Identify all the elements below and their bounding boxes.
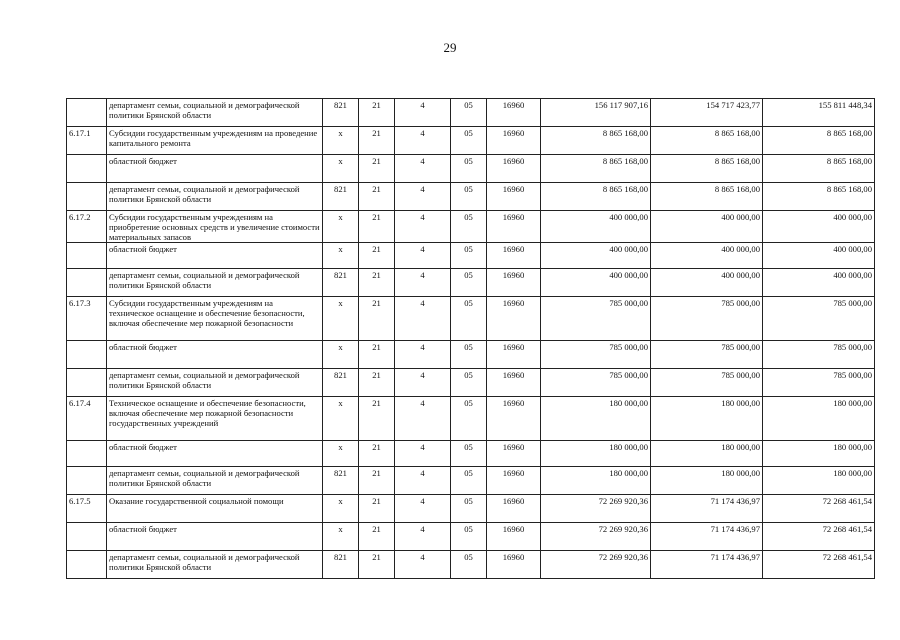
row-number-cell: 6.17.2 [67,211,107,243]
amount-year2-cell: 154 717 423,77 [651,99,763,127]
code-4-cell: 4 [395,551,451,579]
row-number-cell [67,441,107,467]
code-05-cell: 05 [451,127,487,155]
target-code-cell: 16960 [487,523,541,551]
amount-year3-cell: 180 000,00 [763,397,875,441]
target-code-cell: 16960 [487,269,541,297]
amount-year3-cell: 8 865 168,00 [763,127,875,155]
amount-year2-cell: 180 000,00 [651,397,763,441]
item-name-cell: Оказание государственной социальной помощи [107,495,323,523]
code-21-cell: 21 [359,441,395,467]
target-code-cell: 16960 [487,397,541,441]
target-code-cell: 16960 [487,495,541,523]
row-number-cell [67,467,107,495]
admin-code-cell: х [323,523,359,551]
amount-year1-cell: 180 000,00 [541,397,651,441]
amount-year1-cell: 8 865 168,00 [541,155,651,183]
code-4-cell: 4 [395,269,451,297]
admin-code-cell: х [323,441,359,467]
code-05-cell: 05 [451,99,487,127]
admin-code-cell: 821 [323,269,359,297]
admin-code-cell: 821 [323,467,359,495]
item-name-cell: департамент семьи, социальной и демографической политики Брянской области [107,369,323,397]
table-row [67,441,875,467]
code-05-cell: 05 [451,341,487,369]
code-4-cell: 4 [395,467,451,495]
amount-year3-cell: 8 865 168,00 [763,155,875,183]
amount-year2-cell: 71 174 436,97 [651,551,763,579]
amount-year2-cell: 400 000,00 [651,243,763,269]
code-4-cell: 4 [395,369,451,397]
code-21-cell: 21 [359,551,395,579]
table-row [67,297,875,341]
row-number-cell: 6.17.4 [67,397,107,441]
amount-year2-cell: 180 000,00 [651,441,763,467]
code-21-cell: 21 [359,397,395,441]
admin-code-cell: 821 [323,551,359,579]
row-number-cell [67,183,107,211]
amount-year3-cell: 785 000,00 [763,297,875,341]
admin-code-cell: х [323,297,359,341]
table-row [67,155,875,183]
target-code-cell: 16960 [487,441,541,467]
row-number-cell [67,269,107,297]
amount-year1-cell: 785 000,00 [541,297,651,341]
amount-year3-cell: 72 268 461,54 [763,523,875,551]
page-number: 29 [443,40,457,55]
row-number-cell: 6.17.3 [67,297,107,341]
amount-year1-cell: 72 269 920,36 [541,523,651,551]
amount-year2-cell: 8 865 168,00 [651,183,763,211]
code-05-cell: 05 [451,523,487,551]
code-4-cell: 4 [395,127,451,155]
row-number-cell: 6.17.5 [67,495,107,523]
table-body [67,99,875,579]
row-number-cell: 6.17.1 [67,127,107,155]
row-number-cell [67,341,107,369]
item-name-cell: областной бюджет [107,441,323,467]
amount-year2-cell: 785 000,00 [651,297,763,341]
code-05-cell: 05 [451,243,487,269]
amount-year3-cell: 72 268 461,54 [763,495,875,523]
table-row [67,269,875,297]
amount-year1-cell: 785 000,00 [541,369,651,397]
amount-year2-cell: 785 000,00 [651,369,763,397]
table-row [67,551,875,579]
amount-year2-cell: 71 174 436,97 [651,523,763,551]
item-name-cell: областной бюджет [107,155,323,183]
item-name-cell: департамент семьи, социальной и демографической политики Брянской области [107,183,323,211]
code-21-cell: 21 [359,183,395,211]
code-05-cell: 05 [451,211,487,243]
code-21-cell: 21 [359,99,395,127]
row-number-cell [67,523,107,551]
amount-year3-cell: 72 268 461,54 [763,551,875,579]
code-4-cell: 4 [395,211,451,243]
table-row [67,467,875,495]
item-name-cell: Субсидии государственным учреждениям на проведение капитального ремонта [107,127,323,155]
item-name-cell: областной бюджет [107,341,323,369]
code-05-cell: 05 [451,183,487,211]
admin-code-cell: 821 [323,99,359,127]
item-name-cell: Техническое оснащение и обеспечение безопасности, включая обеспечение мер пожарной безопасности государственных учреждений [107,397,323,441]
item-name-cell: департамент семьи, социальной и демографической политики Брянской области [107,467,323,495]
target-code-cell: 16960 [487,467,541,495]
code-05-cell: 05 [451,369,487,397]
code-4-cell: 4 [395,441,451,467]
table-row [67,495,875,523]
amount-year1-cell: 400 000,00 [541,243,651,269]
row-number-cell [67,551,107,579]
code-4-cell: 4 [395,297,451,341]
admin-code-cell: х [323,243,359,269]
code-4-cell: 4 [395,183,451,211]
code-05-cell: 05 [451,551,487,579]
code-05-cell: 05 [451,467,487,495]
table-row [67,99,875,127]
code-05-cell: 05 [451,495,487,523]
admin-code-cell: 821 [323,369,359,397]
code-21-cell: 21 [359,243,395,269]
amount-year2-cell: 180 000,00 [651,467,763,495]
item-name-cell: Субсидии государственным учреждениям на техническое оснащение и обеспечение безопасности, включая обеспечение мер пожарной безопасности [107,297,323,341]
admin-code-cell: х [323,211,359,243]
target-code-cell: 16960 [487,155,541,183]
target-code-cell: 16960 [487,183,541,211]
code-21-cell: 21 [359,211,395,243]
item-name-cell: департамент семьи, социальной и демографической политики Брянской области [107,99,323,127]
amount-year2-cell: 8 865 168,00 [651,127,763,155]
target-code-cell: 16960 [487,211,541,243]
table-row [67,243,875,269]
code-4-cell: 4 [395,397,451,441]
code-21-cell: 21 [359,155,395,183]
code-21-cell: 21 [359,467,395,495]
admin-code-cell: х [323,341,359,369]
code-4-cell: 4 [395,523,451,551]
table-row [67,183,875,211]
amount-year3-cell: 180 000,00 [763,467,875,495]
amount-year3-cell: 400 000,00 [763,211,875,243]
table-row [67,397,875,441]
item-name-cell: областной бюджет [107,243,323,269]
code-4-cell: 4 [395,495,451,523]
amount-year3-cell: 400 000,00 [763,243,875,269]
code-21-cell: 21 [359,297,395,341]
amount-year1-cell: 156 117 907,16 [541,99,651,127]
amount-year2-cell: 785 000,00 [651,341,763,369]
code-21-cell: 21 [359,495,395,523]
code-21-cell: 21 [359,369,395,397]
code-4-cell: 4 [395,243,451,269]
amount-year2-cell: 400 000,00 [651,211,763,243]
code-05-cell: 05 [451,297,487,341]
amount-year1-cell: 400 000,00 [541,211,651,243]
amount-year1-cell: 72 269 920,36 [541,495,651,523]
target-code-cell: 16960 [487,99,541,127]
amount-year1-cell: 180 000,00 [541,467,651,495]
amount-year2-cell: 8 865 168,00 [651,155,763,183]
amount-year3-cell: 155 811 448,34 [763,99,875,127]
amount-year3-cell: 785 000,00 [763,369,875,397]
table-row [67,341,875,369]
code-4-cell: 4 [395,155,451,183]
amount-year1-cell: 8 865 168,00 [541,183,651,211]
target-code-cell: 16960 [487,127,541,155]
admin-code-cell: 821 [323,183,359,211]
amount-year3-cell: 785 000,00 [763,341,875,369]
table-row [67,127,875,155]
table-row [67,523,875,551]
amount-year3-cell: 180 000,00 [763,441,875,467]
code-05-cell: 05 [451,269,487,297]
row-number-cell [67,155,107,183]
code-05-cell: 05 [451,441,487,467]
amount-year3-cell: 400 000,00 [763,269,875,297]
code-4-cell: 4 [395,341,451,369]
amount-year1-cell: 72 269 920,36 [541,551,651,579]
row-number-cell [67,99,107,127]
amount-year1-cell: 400 000,00 [541,269,651,297]
code-21-cell: 21 [359,127,395,155]
target-code-cell: 16960 [487,341,541,369]
code-21-cell: 21 [359,341,395,369]
code-05-cell: 05 [451,155,487,183]
amount-year1-cell: 785 000,00 [541,341,651,369]
item-name-cell: областной бюджет [107,523,323,551]
amount-year1-cell: 8 865 168,00 [541,127,651,155]
item-name-cell: Субсидии государственным учреждениям на приобретение основных средств и увеличение стоимости материальных запасов [107,211,323,243]
item-name-cell: департамент семьи, социальной и демографической политики Брянской области [107,269,323,297]
target-code-cell: 16960 [487,551,541,579]
admin-code-cell: х [323,127,359,155]
admin-code-cell: х [323,495,359,523]
row-number-cell [67,369,107,397]
code-21-cell: 21 [359,269,395,297]
code-05-cell: 05 [451,397,487,441]
table-row [67,369,875,397]
target-code-cell: 16960 [487,243,541,269]
code-21-cell: 21 [359,523,395,551]
amount-year1-cell: 180 000,00 [541,441,651,467]
amount-year3-cell: 8 865 168,00 [763,183,875,211]
admin-code-cell: х [323,397,359,441]
admin-code-cell: х [323,155,359,183]
code-4-cell: 4 [395,99,451,127]
target-code-cell: 16960 [487,297,541,341]
item-name-cell: департамент семьи, социальной и демографической политики Брянской области [107,551,323,579]
amount-year2-cell: 400 000,00 [651,269,763,297]
row-number-cell [67,243,107,269]
amount-year2-cell: 71 174 436,97 [651,495,763,523]
target-code-cell: 16960 [487,369,541,397]
budget-table [66,98,875,579]
table-row [67,211,875,243]
